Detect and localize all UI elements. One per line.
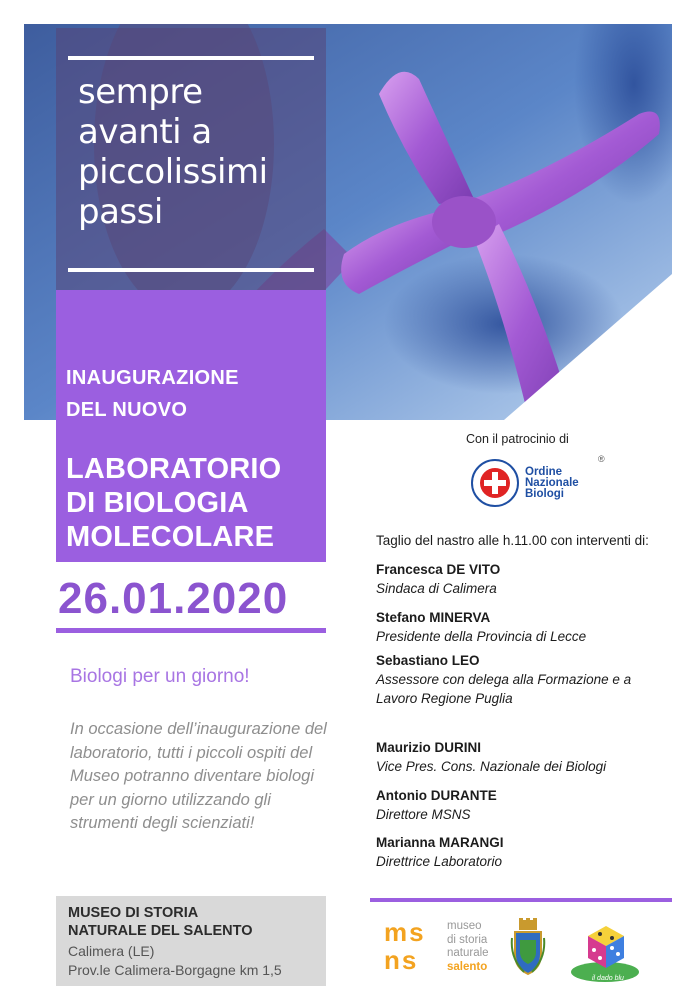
msns-logo-text xyxy=(447,920,489,974)
event-subtitle: Biologi per un giorno! xyxy=(70,666,250,687)
onb-logo-line: Nazionale xyxy=(525,477,579,489)
speaker-role: Direttore MSNS xyxy=(376,807,471,822)
speaker-item xyxy=(376,738,676,776)
lab-title-line: LABORATORIO xyxy=(66,453,282,485)
tagline-line: avanti a xyxy=(78,112,212,152)
patronage-label: Con il patrocinio di xyxy=(466,432,569,446)
onb-seal-icon xyxy=(470,458,520,508)
speaker-name: Antonio DURANTE xyxy=(376,788,497,803)
event-date: 26.01.2020 xyxy=(58,574,289,623)
event-heading-line: DEL NUOVO xyxy=(66,399,188,421)
msns-text-line: museo xyxy=(447,920,482,932)
msns-letters-line: ns xyxy=(384,945,419,975)
speaker-role: Direttrice Laboratorio xyxy=(376,854,503,869)
speaker-role: Assessore con delega alla Formazione e a Lavoro Regione Puglia xyxy=(376,672,632,706)
onb-logo-text xyxy=(525,467,579,500)
speaker-item xyxy=(376,608,676,646)
museum-name xyxy=(68,904,252,940)
event-heading xyxy=(66,362,316,426)
tagline-bottom-rule xyxy=(68,268,314,272)
museum-address-line: Calimera (LE) xyxy=(68,943,155,959)
tagline xyxy=(78,72,318,232)
onb-logo-line: Biologi xyxy=(525,488,564,500)
museum-address xyxy=(68,942,282,980)
lab-title-line: DI BIOLOGIA xyxy=(66,487,249,519)
speaker-name: Marianna MARANGI xyxy=(376,835,504,850)
tagline-line: passi xyxy=(78,192,163,232)
speaker-item xyxy=(376,833,676,871)
event-description: In occasione dell’inaugurazione del laboratorio, tutti i piccoli ospiti del Museo potranno diventare biologi per un giorno utilizzando gli strumenti degli scienziati! xyxy=(70,720,327,832)
msns-text-line: salento xyxy=(447,960,488,973)
speaker-role: Vice Pres. Cons. Nazionale dei Biologi xyxy=(376,759,607,774)
speaker-name: Maurizio DURINI xyxy=(376,740,482,755)
msns-text-line: di storia xyxy=(447,933,488,946)
museum-address-line: Prov.le Calimera-Borgagne km 1,5 xyxy=(68,962,282,978)
speaker-role: Sindaca di Calimera xyxy=(376,581,497,596)
dado-blu-caption: il dado blu xyxy=(592,975,624,982)
speaker-name: Sebastiano LEO xyxy=(376,653,480,668)
msns-letters-line: ms xyxy=(384,917,426,947)
lab-title xyxy=(66,452,316,554)
speaker-role: Presidente della Provincia di Lecce xyxy=(376,629,587,644)
tagline-top-rule xyxy=(68,56,314,60)
tagline-line: piccolissimi xyxy=(78,152,268,192)
museum-name-line: NATURALE DEL SALENTO xyxy=(68,923,253,939)
speaker-item xyxy=(376,786,676,824)
registered-mark: ® xyxy=(598,454,605,464)
msns-logo-letters xyxy=(384,918,426,974)
speaker-item xyxy=(376,560,676,598)
footer-divider xyxy=(370,898,672,902)
dado-blu-logo-icon xyxy=(568,918,642,984)
speaker-name: Stefano MINERVA xyxy=(376,610,491,625)
date-divider xyxy=(56,628,326,633)
onb-logo-line: Ordine xyxy=(525,466,563,478)
calimera-crest-icon xyxy=(510,918,546,976)
lab-title-line: MOLECOLARE xyxy=(66,521,275,553)
speaker-item xyxy=(376,651,672,708)
tagline-line: sempre xyxy=(78,72,203,112)
event-heading-line: INAUGURAZIONE xyxy=(66,367,239,389)
program-intro: Taglio del nastro alle h.11.00 con interventi di: xyxy=(376,533,649,548)
museum-name-line: MUSEO DI STORIA xyxy=(68,905,199,921)
speaker-name: Francesca DE VITO xyxy=(376,562,501,577)
msns-text-line: naturale xyxy=(447,947,489,959)
